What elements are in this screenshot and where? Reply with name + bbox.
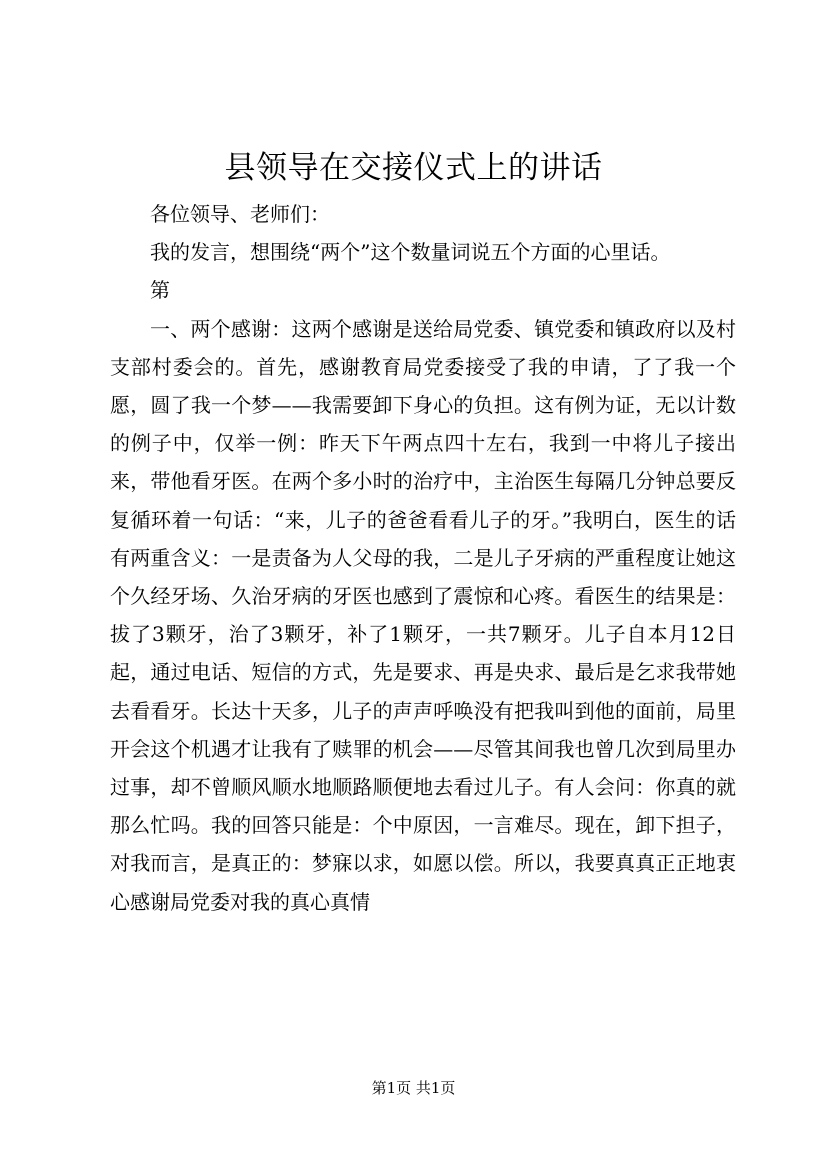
- intro-paragraph: 我的发言，想围绕“两个”这个数量词说五个方面的心里话。: [150, 240, 671, 265]
- section-marker-paragraph: 第: [150, 278, 170, 303]
- salutation-paragraph: 各位领导、老师们：: [150, 202, 330, 226]
- body-paragraph: 一、两个感谢：这两个感谢是送给局党委、镇党委和镇政府以及村支部村委会的。首先，感谢教育局党委接受了我的申请，了了我一个愿，圆了我一个梦——我需要卸下身心的负担。这有例为证，无以计数的例子中，仅举一例：昨天下午两点四十左右，我到一中将儿子接出来，带他看牙医。在两个多小时的治疗中，主治医生每隔几分钟总要反复循环着一句话：“来，儿子的爸爸看看儿子的牙。”我明白，医生的话有两重含义：一是责备为人父母的我，二是儿子牙病的严重程度让她这个久经牙场、久治牙病的牙医也感到了震惊和心疼。看医生的结果是：拔了3颗牙，治了3颗牙，补了1颗牙，一共7颗牙。儿子自本月12日起，通过电话、短信的方式，先是要求、再是央求、最后是乞求我带她去看看牙。长达十天多，儿子的声声呼唤没有把我叫到他的面前，局里开会这个机遇才让我有了赎罪的机会——尽管其间我也曾几次到局里办过事，却不曾顺风顺水地顺路顺便地去看过儿子。有人会问：你真的就那么忙吗。我的回答只能是：个中原因，一言难尽。现在，卸下担子，对我而言，是真正的：梦寐以求，如愿以偿。所以，我要真真正正地衷心感谢局党委对我的真心真情: [110, 316, 736, 914]
- page-footer: 第1页 共1页: [371, 1079, 456, 1097]
- document-body: [110, 195, 736, 921]
- document-title: 县领导在交接仪式上的讲话: [224, 150, 603, 186]
